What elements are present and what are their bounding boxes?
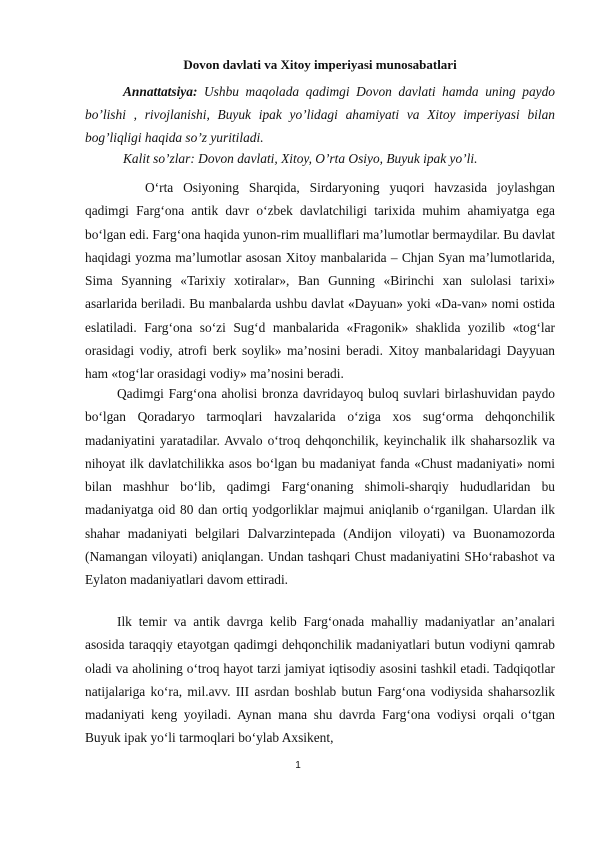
page-number: 1 [295, 760, 301, 771]
document-title: Dovon davlati va Xitoy imperiyasi munosabatlari [183, 57, 457, 72]
paragraph: Ilk temir va antik davrga kelib Farg‘onada mahalliy madaniyatlar an’analari asosida taraqqiy etayotgan qadimgi dehqonchilik madaniyatlari butun vodiyni qamrab oladi va aholining o‘troq hayot tarzi jamiyat iqtisodiy asosini tashkil etadi. Tadqiqotlar natijalariga ko‘ra, mil.avv. III asrdan boshlab butun Farg‘ona vodiysida shaharsozlik madaniyati keng yoyiladi. Aynan mana shu davrda Farg‘ona vodiysi orqali o‘tgan Buyuk ipak yo‘li tarmoqlari bo‘ylab Axsikent, [85, 614, 555, 746]
abstract-text: Ushbu maqolada qadimgi Dovon davlati hamda uning paydo bo’lishi , rivojlanishi, Buyuk ipak yo’lidagi ahamiyati va Xitoy imperiyasi bilan bog’liqligi haqida so’z yuritiladi. [85, 84, 555, 145]
abstract-label: Annattatsiya: [123, 84, 198, 99]
paragraph: Qadimgi Farg‘ona aholisi bronza davridayoq buloq suvlari birlashuvidan paydo bo‘lgan Qoradaryo tarmoqlari havzalarida o‘ziga xos sug‘orma dehqonchilik madaniyatini yaratadilar. Avvalo o‘troq dehqonchilik, keyinchalik ilk shaharsozlik va nihoyat ilk davlatchilikka asos bo‘lgan bu madaniyat fanda «Chust madaniyati» nomi bilan mashhur bo‘lib, qadimgi Farg‘onaning shimoli-sharqiy hududlaridan bu madaniyatga oid 80 dan ortiq yodgorliklar majmui aniqlanib o‘rganilgan. Ulardan ilk shahar madaniyati belgilari Dalvarzintepada (Andijon viloyati) va Buonamozorda (Namangan viloyati) aniqlangan. Undan tashqari Chust madaniyatini SHo‘rabashot va Eylaton madaniyatlari davom ettiradi. [85, 386, 555, 588]
keywords: Kalit so’zlar: Dovon davlati, Xitoy, O’rta Osiyo, Buyuk ipak yo’li. [123, 151, 478, 166]
paragraph: O‘rta Osiyoning Sharqida, Sirdaryoning yuqori havzasida joylashgan qadimgi Farg‘ona antik davr o‘zbek davlatchiligi tarixida muhim ahamiyatga ega bo‘lgan edi. Farg‘ona haqida yunon-rim mualliflari ma’lumotlar bermaydilar. Bu davlat haqidagi yozma ma’lumotlar asosan Xitoy manbalarida – Chjan Syan ma’lumotlarida, Sima Syanning «Tarixiy xotiralar», Ban Gunning «Birinchi xan sulolasi tarixi» asarlarida beriladi. Bu manbalarda ushbu davlat «Dayuan» yoki «Da-van» nomi ostida eslatiladi. Farg‘ona so‘zi Sug‘d manbalarida «Fragonik» shaklida yozilib «tog‘lar orasidagi vodiy, atrofi berk soylik» ma’nosini beradi. Xitoy manbalaridagi Dayyuan ham «tog‘lar orasidagi vodiy» ma’nosini beradi. [85, 180, 555, 382]
abstract [85, 80, 555, 149]
